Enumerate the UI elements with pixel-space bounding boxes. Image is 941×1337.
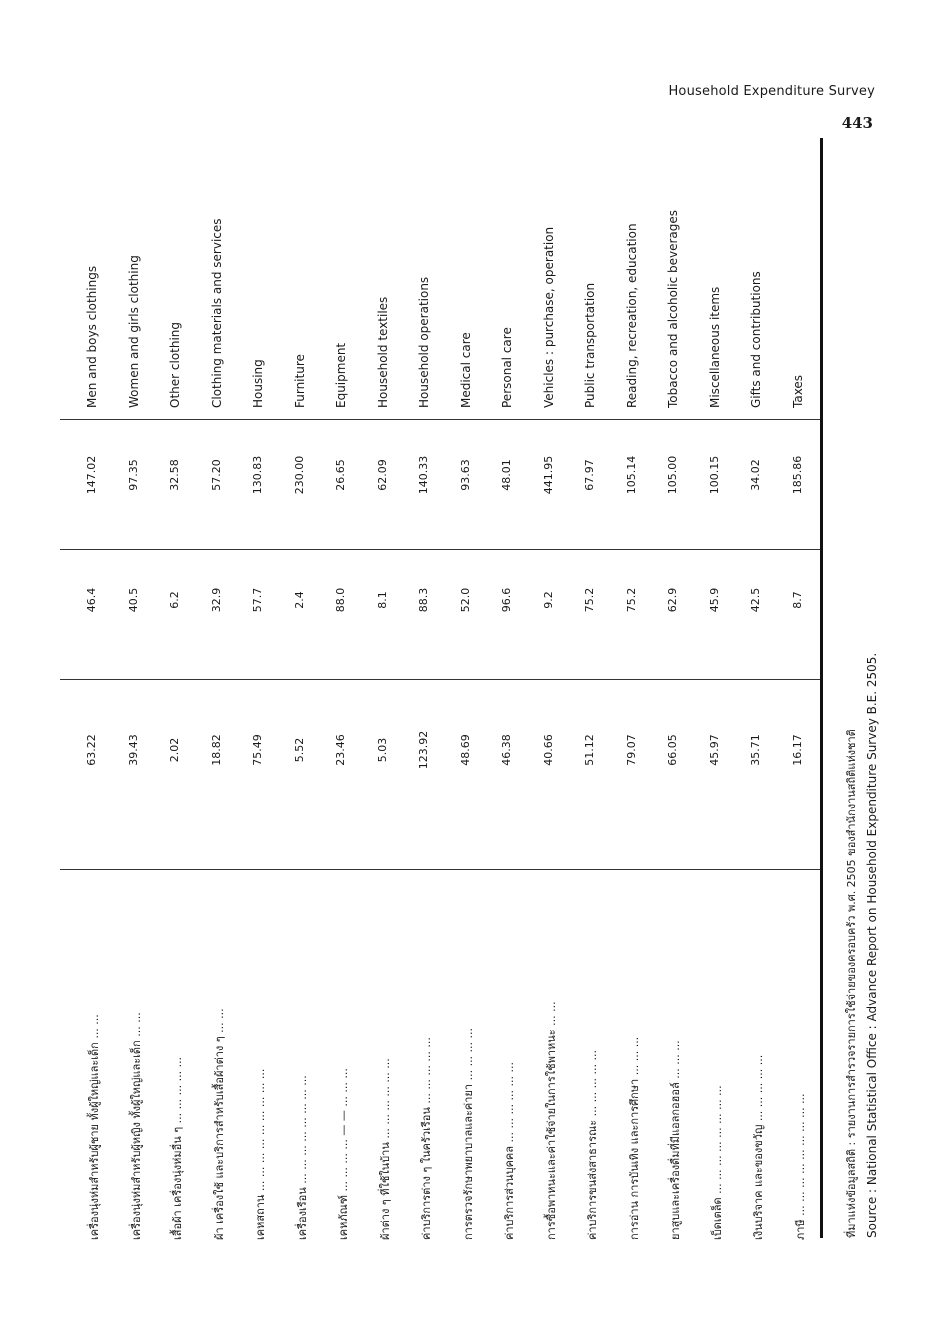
table-row [542,0,582,1240]
value-3: 26.65 [334,459,347,491]
value-3: 230.00 [292,455,306,495]
value-3: 100.15 [707,455,721,495]
value-1: 48.69 [458,734,472,766]
page-number: 443 [841,114,873,132]
value-1: 2.02 [168,737,181,763]
table-row [168,0,208,1240]
english-label: Vehicles : purchase, operation [541,226,556,408]
english-label: Reading, recreation, education [624,223,639,408]
thai-label: เงินบริจาค และของขวัญ ... ... ... ... ... [752,1054,765,1240]
value-3: 105.14 [624,455,638,495]
table-row [583,0,623,1240]
thai-label: ยาสูบและเครื่องดื่มที่มีแอลกอฮอล์ ... ... ... [669,1040,682,1240]
running-header: Household Expenditure Survey [668,84,875,99]
value-2: 57.7 [251,587,264,613]
value-1: 23.46 [334,734,347,766]
value-1: 123.92 [417,730,430,770]
table-row [749,0,789,1240]
value-2: 45.9 [707,587,721,613]
english-label: Clothing materials and services [209,218,224,408]
table-row [625,0,665,1240]
english-label: Women and girls clothing [126,255,141,408]
value-3: 441.95 [541,455,555,495]
table-row [127,0,167,1240]
thai-label: เคหภัณฑ์ ... ... ... ... — — ... ... ... [337,1068,350,1240]
thai-label: เคหสถาน ... ... ... ... ... ... ... ... ... [254,1068,267,1240]
value-1: 46.38 [500,734,513,766]
english-label: Household operations [417,276,431,408]
table-row [293,0,333,1240]
value-2: 6.2 [168,591,181,609]
english-label: Tobacco and alcoholic beverages [666,209,680,408]
value-2: 2.4 [292,591,306,609]
thai-label: เครื่องนุ่งห่มสำหรับผู้ชาย ทั้งผู้ใหญ่และเด็ก ... ... [88,1014,101,1240]
value-2: 88.3 [417,587,430,613]
value-2: 42.5 [749,587,762,613]
table-row [376,0,416,1240]
english-label: Other clothing [168,321,182,408]
value-2: 52.0 [458,587,472,613]
value-3: 97.35 [126,459,140,491]
value-3: 62.09 [375,459,389,491]
value-1: 18.82 [209,734,223,766]
value-2: 8.1 [375,591,389,609]
source-thai: ที่มาแห่งข้อมูลสถิติ : รายงานการสำรวจรายการใช้จ่ายของครอบครัว พ.ศ. 2505 ของสำนักงานสถิติแห่งชาติ [845,729,858,1238]
thai-label: การซื้อพาหนะและค่าใช้จ่ายในการใช้พาหนะ ... ... [544,1001,558,1240]
table-row [459,0,499,1240]
english-label: Gifts and contributions [749,271,763,408]
thai-label: ค่าบริการต่าง ๆ ในครัวเรือน ... ... ... ... ... [420,1037,433,1240]
value-2: 46.4 [85,587,98,613]
value-1: 66.05 [666,734,679,766]
value-1: 5.03 [375,737,389,763]
table-row [85,0,125,1240]
value-3: 130.83 [251,455,264,495]
source-english: Source : National Statistical Office : Advance Report on Household Expenditure Survey B.E. 2505. [865,652,879,1238]
source-note [842,238,882,1238]
table-row [666,0,706,1240]
value-2: 96.6 [500,587,513,613]
value-1: 51.12 [583,734,596,766]
table-row [791,0,831,1240]
english-label: Personal care [500,327,514,408]
value-3: 67.97 [583,459,596,491]
value-2: 40.5 [126,587,140,613]
value-3: 147.02 [85,455,98,495]
value-3: 48.01 [500,459,513,491]
rotated-table [60,209,850,1240]
thai-label: ค่าบริการขนส่งสาธารณะ ... ... ... ... ... [586,1049,599,1240]
table-row [210,0,250,1240]
table-row [334,0,374,1240]
value-2: 32.9 [209,587,223,613]
thai-label: ผ้า เครื่องใช้ และบริการสำหรับเสื้อผ้าต่าง ๆ ... ... [212,1008,226,1240]
table-row [500,0,540,1240]
table-row [417,0,457,1240]
thai-label: เครื่องเรือน ... ... ... ... ... ... ... ... [295,1075,309,1240]
value-1: 39.43 [126,734,140,766]
thai-label: เสื้อผ้า เครื่องนุ่งห่มอื่น ๆ ... ... ... ... ... [171,1056,184,1240]
value-2: 88.0 [334,587,347,613]
value-1: 5.52 [292,737,306,763]
thai-label: เบ็ดเตล็ด ... ... ... ... ... ... ... ... [710,1085,724,1240]
value-2: 8.7 [790,591,804,609]
english-label: Miscellaneous items [707,286,722,408]
english-label: Men and boys clothings [85,265,99,408]
thai-label: เครื่องนุ่งห่มสำหรับผู้หญิง ทั้งผู้ใหญ่และเด็ก ... ... [129,1012,143,1240]
value-2: 9.2 [541,591,555,609]
english-label: Furniture [292,354,307,408]
value-3: 140.33 [417,455,430,495]
thai-label: การตรวจรักษาพยาบาลและค่ายา ... ... ... ... [461,1027,475,1240]
value-2: 62.9 [666,587,679,613]
value-2: 75.2 [583,587,596,613]
english-label: Housing [251,359,265,408]
value-1: 79.07 [624,734,638,766]
value-3: 185.86 [790,455,804,495]
value-3: 105.00 [666,455,679,495]
english-label: Public transportation [583,282,597,408]
table-row [251,0,291,1240]
value-3: 34.02 [749,459,762,491]
value-3: 32.58 [168,459,181,491]
value-1: 16.17 [790,734,804,766]
value-1: 40.66 [541,734,555,766]
value-1: 75.49 [251,734,264,766]
table-row [708,0,748,1240]
thai-label: ผ้าต่าง ๆ ที่ใช้ในบ้าน ... ... ... ... ... ... [378,1058,392,1240]
value-1: 35.71 [749,734,762,766]
thai-label: ภาษี ... ... ... ... ... ... ... ... ... [793,1093,807,1240]
thai-label: การอ่าน การบันเทิง และการศึกษา ... ... ... [627,1036,641,1240]
value-2: 75.2 [624,587,638,613]
english-label: Equipment [334,342,348,408]
value-1: 45.97 [707,734,721,766]
value-3: 57.20 [209,459,223,491]
value-3: 93.63 [458,459,472,491]
english-label: Household textiles [375,296,390,408]
thai-label: ค่าบริการส่วนบุคคล ... ... ... ... ... ... [503,1062,516,1240]
english-label: Medical care [458,332,473,408]
english-label: Taxes [790,374,805,408]
value-1: 63.22 [85,734,98,766]
